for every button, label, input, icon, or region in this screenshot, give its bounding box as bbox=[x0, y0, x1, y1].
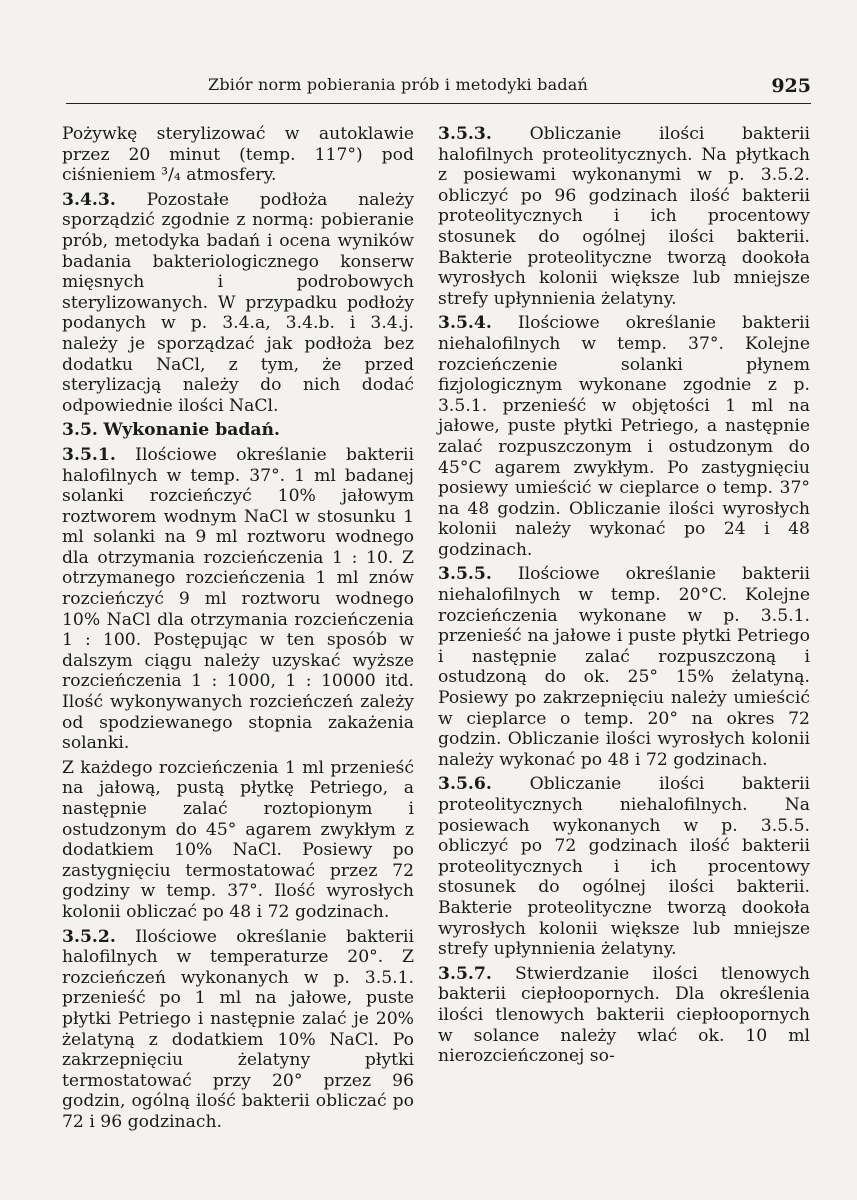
paragraph: Z każdego rozcieńczenia 1 ml przenieść na jałową, pustą płytkę Petriego, a następnie zalać roztopionym i ostudzonym do 45° agarem zwykłym z dodatkiem 10% NaCl. Posiewy po zastygnięciu termostatować przez 72 godziny w temp. 37°. Ilość wyrosłych kolonii obliczać po 48 i 72 godzinach. bbox=[62, 757, 414, 922]
section-number: 3.5.4. bbox=[438, 313, 492, 334]
paragraph: 3.5.2. Ilościowe określanie bakterii halofilnych w temperaturze 20°. Z rozcieńczeń wykonanych w p. 3.5.1. przenieść po 1 ml na jałowe, puste płytki Petriego i następnie zalać je 20% żelatyną z dodatkiem 10% NaCl. Po zakrzepnięciu żelatyny płytki termostatować przy 20° przez 96 godzin, ogólną ilość bakterii obliczać po 72 i 96 godzinach. bbox=[62, 926, 414, 1132]
section-number: 3.5.1. bbox=[62, 444, 116, 465]
paragraph: 3.5.6. Obliczanie ilości bakterii proteolitycznych niehalofilnych. Na posiewach wykonanych w p. 3.5.5. obliczyć po 72 godzinach ilość bakterii proteolitycznych i ich procentowy stosunek do ogólnej ilości bakterii. Bakterie proteolityczne tworzą dookoła wyrosłych kolonii większe lub mniejsze strefy upłynnienia żelatyny. bbox=[438, 774, 810, 960]
section-number: 3.5.7. bbox=[438, 963, 492, 984]
paragraph: 3.5.5. Ilościowe określanie bakterii niehalofilnych w temp. 20°C. Kolejne rozcieńczenia wykonane w p. 3.5.1. przenieść na jałowe i puste płytki Petriego i następnie zalać rozpuszczoną i ostudzoną do ok. 25° 15% żelatyną. Posiewy po zakrzepnięciu należy umieścić w cieplarce o temp. 20° na okres 72 godzin. Obliczanie ilości wyrosłych kolonii należy wykonać po 48 i 72 godzinach. bbox=[438, 564, 810, 770]
left-column bbox=[62, 124, 414, 1137]
paragraph: 3.5.3. Obliczanie ilości bakterii halofilnych proteolitycznych. Na płytkach z posiewami wykonanymi w p. 3.5.2. obliczyć po 96 godzinach ilość bakterii proteolitycznych i ich procentowy stosunek do ogólnej ilości bakterii. Bakterie proteolityczne tworzą dookoła wyrosłych kolonii większe lub mniejsze strefy upłynnienia żelatyny. bbox=[438, 124, 810, 309]
paragraph: 3.5.4. Ilościowe określanie bakterii niehalofilnych w temp. 37°. Kolejne rozcieńczenie solanki płynem fizjologicznym wykonane zgodnie z p. 3.5.1. przenieść w objętości 1 ml na jałowe, puste płytki Petriego, a następnie zalać rozpuszczonym i ostudzonym do 45°C agarem zwykłym. Po zastygnięciu posiewy umieścić w cieplarce o temp. 37° na 48 godzin. Obliczanie ilości wyrosłych kolonii należy wykonać po 24 i 48 godzinach. bbox=[438, 313, 810, 560]
running-head: Zbiór norm pobierania prób i metodyki badań bbox=[208, 75, 589, 94]
section-title: Wykonanie badań. bbox=[103, 420, 281, 441]
section-number: 3.5.2. bbox=[62, 926, 116, 947]
section-number: 3.4.3. bbox=[62, 189, 116, 210]
paragraph: 3.5.1. Ilościowe określanie bakterii halofilnych w temp. 37°. 1 ml badanej solanki rozcieńczyć 10% jałowym roztworem wodnym NaCl w stosunku 1 ml solanki na 9 ml roztworu wodnego dla otrzymania rozcieńczenia 1 : 10. Z otrzymanego rozcieńczenia 1 ml znów rozcieńczyć 9 ml roztworu wodnego 10% NaCl dla otrzymania rozcieńczenia 1 : 100. Postępując w ten sposób w dalszym ciągu należy uzyskać wyższe rozcieńczenia 1 : 1000, 1 : 10000 itd. Ilość wykonywanych rozcieńczeń zależy od spodziewanego stopnia zakażenia solanki. bbox=[62, 444, 414, 754]
section-number: 3.5.3. bbox=[438, 124, 492, 144]
page-header bbox=[66, 72, 811, 102]
section-number: 3.5.5. bbox=[438, 564, 492, 585]
section-number: 3.5.6. bbox=[438, 774, 492, 795]
paragraph: 3.4.3. Pozostałe podłoża należy sporządzić zgodnie z normą: pobieranie prób, metodyka badań i ocena wyników badania bakteriologicznego konserw mięsnych i podrobowych sterylizowanych. W przypadku podłoży podanych w p. 3.4.a, 3.4.b. i 3.4.j. należy je sporządzać jak podłoża bez dodatku NaCl, z tym, że przed sterylizacją należy do nich dodać odpowiednie ilości NaCl. bbox=[62, 189, 414, 416]
page-number: 925 bbox=[771, 75, 811, 97]
section-heading bbox=[62, 420, 414, 441]
section-number: 3.5. bbox=[62, 420, 98, 441]
right-column bbox=[438, 124, 810, 1071]
paragraph: 3.5.7. Stwierdzanie ilości tlenowych bakterii ciepłoopornych. Dla określenia ilości tlenowych bakterii ciepłoopornych w solance należy wlać ok. 10 ml nierozcieńczonej so- bbox=[438, 963, 810, 1067]
header-rule bbox=[66, 103, 811, 104]
paragraph: Pożywkę sterylizować w autoklawie przez 20 minut (temp. 117°) pod ciśnieniem ³/₄ atmosfery. bbox=[62, 124, 414, 186]
